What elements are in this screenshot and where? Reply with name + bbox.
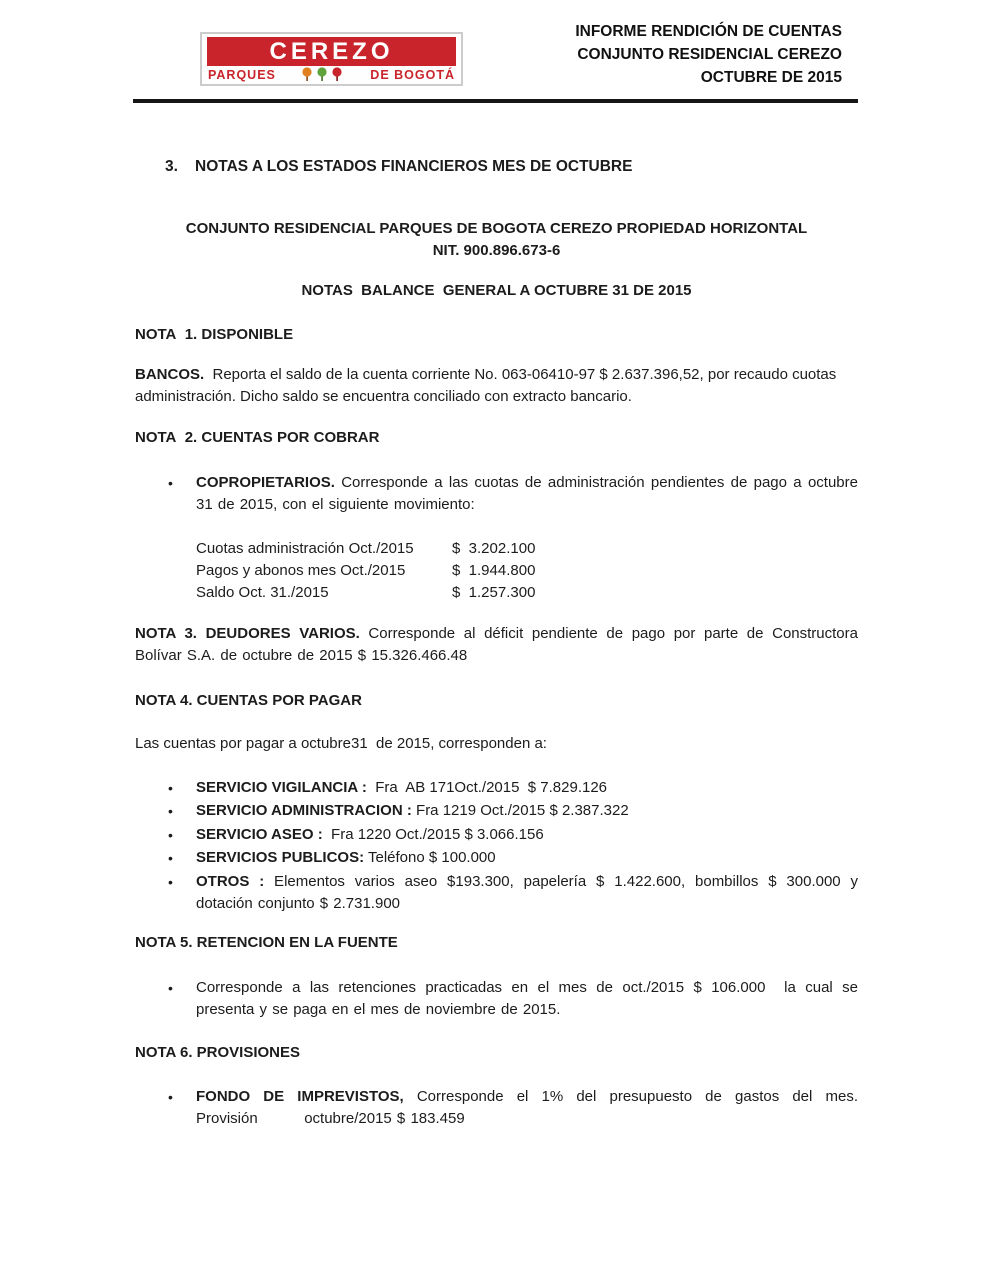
movimiento-value: $ 1.257.300 (452, 584, 536, 601)
copropietarios-text: Corresponde a las cuotas de administración pendientes de pago a octubre 31 de 2015, con el siguiente movimiento: (196, 474, 858, 513)
section-number: 3. (165, 158, 178, 175)
list-item (135, 777, 858, 799)
logo-tagline-left: PARQUES (208, 67, 276, 82)
nota5-heading: NOTA 5. RETENCION EN LA FUENTE (135, 934, 398, 951)
movimiento-row (196, 538, 919, 560)
bullet-icon: • (168, 475, 173, 491)
nota3-text: Corresponde al déficit pendiente de pago por parte de Constructora Bolívar S.A. de octubre de 2015 $ 15.326.466.48 (135, 625, 858, 664)
header-divider (133, 99, 858, 103)
item-text (196, 777, 858, 799)
section-title: NOTAS A LOS ESTADOS FINANCIEROS MES DE OCTUBRE (195, 158, 633, 175)
item-detail: Fra AB 171Oct./2015 $ 7.829.126 (366, 779, 608, 796)
retenciones-text: Corresponde a las retenciones practicadas en el mes de oct./2015 $ 106.000 la cual se presenta y se paga en el mes de noviembre de 2015. (196, 979, 858, 1018)
fondo-bullet (135, 1086, 858, 1130)
list-item (135, 824, 858, 846)
entity-header (135, 218, 858, 262)
report-title (575, 20, 842, 89)
movimiento-label: Cuotas administración Oct./2015 (196, 540, 414, 557)
item-text (196, 824, 858, 846)
movimiento-label: Pagos y abonos mes Oct./2015 (196, 562, 406, 579)
trees-icon (300, 67, 346, 82)
retenciones-bullet (135, 977, 858, 1021)
item-text (196, 847, 858, 869)
nota3-label: NOTA 3. DEUDORES VARIOS. (135, 625, 360, 642)
list-item (135, 871, 858, 915)
report-title-line-3: OCTUBRE DE 2015 (700, 69, 842, 86)
copropietarios-label: COPROPIETARIOS. (196, 474, 335, 491)
item-text (196, 871, 858, 915)
movimiento-value: $ 1.944.800 (452, 562, 536, 579)
bullet-icon: • (168, 803, 173, 820)
bancos-paragraph (135, 364, 858, 408)
list-item (135, 800, 858, 822)
nota1-heading: NOTA 1. DISPONIBLE (135, 326, 294, 343)
bullet-icon: • (168, 850, 173, 867)
fondo-text (196, 1086, 858, 1130)
cerezo-logo (200, 32, 463, 86)
bullet-icon: • (168, 826, 173, 843)
item-label: SERVICIO VIGILANCIA : (196, 779, 367, 796)
report-title-line-1: INFORME RENDICIÓN DE CUENTAS (575, 23, 842, 40)
report-title-line-2: CONJUNTO RESIDENCIAL CEREZO (577, 46, 842, 63)
movimiento-value: $ 3.202.100 (452, 540, 536, 557)
copropietarios-bullet (135, 472, 858, 516)
logo-tagline (202, 66, 461, 82)
nota4-heading: NOTA 4. CUENTAS POR PAGAR (135, 692, 362, 709)
item-text (196, 800, 858, 822)
bullet-icon: • (168, 780, 173, 796)
bancos-text: Reporta el saldo de la cuenta corriente No. 063-06410-97 $ 2.637.396,52, por recaudo cuotas administración. Dicho saldo se encuentra conciliado con extracto bancario. (135, 366, 837, 405)
item-label: SERVICIOS PUBLICOS: (196, 849, 365, 867)
nota2-heading: NOTA 2. CUENTAS POR COBRAR (135, 429, 380, 446)
item-label: SERVICIO ASEO : (196, 825, 323, 843)
bancos-label: BANCOS. (135, 366, 205, 383)
copropietarios-paragraph (196, 472, 858, 516)
logo-tagline-right: DE BOGOTÁ (370, 67, 455, 82)
nota3-paragraph (135, 623, 858, 667)
item-label: SERVICIO ADMINISTRACION : (196, 802, 412, 820)
fondo-label: FONDO DE IMPREVISTOS, (196, 1088, 404, 1105)
item-detail: Fra 1219 Oct./2015 $ 2.387.322 (411, 802, 629, 820)
movimiento-label: Saldo Oct. 31./2015 (196, 584, 329, 601)
item-detail: Teléfono $ 100.000 (364, 849, 496, 867)
balance-title: NOTAS BALANCE GENERAL A OCTUBRE 31 DE 2015 (301, 282, 692, 299)
cuentas-intro: Las cuentas por pagar a octubre31 de 2015, corresponden a: (135, 735, 547, 752)
section-heading (135, 156, 858, 178)
entity-nit: NIT. 900.896.673-6 (432, 242, 561, 259)
movimiento-table (196, 538, 919, 604)
item-detail: Fra 1220 Oct./2015 $ 3.066.156 (322, 825, 544, 843)
bullet-icon: • (168, 980, 173, 996)
movimiento-row (196, 582, 919, 604)
nota6-heading: NOTA 6. PROVISIONES (135, 1044, 301, 1061)
bullet-icon: • (168, 1089, 173, 1105)
item-detail: Elementos varios aseo $193.300, papelería $ 1.422.600, bombillos $ 300.000 y dotación conjunto $ 2.731.900 (196, 872, 859, 912)
list-item (135, 847, 858, 869)
cuentas-list (135, 777, 858, 916)
logo-brand-text: CEREZO (207, 37, 456, 66)
bullet-icon: • (168, 873, 173, 890)
entity-name: CONJUNTO RESIDENCIAL PARQUES DE BOGOTA CEREZO PROPIEDAD HORIZONTAL (185, 220, 808, 237)
item-label: OTROS : (196, 872, 265, 890)
movimiento-row (196, 560, 919, 582)
fondo-detail: Corresponde el 1% del presupuesto de gastos del mes. Provisión octubre/2015 $ 183.459 (196, 1088, 859, 1127)
